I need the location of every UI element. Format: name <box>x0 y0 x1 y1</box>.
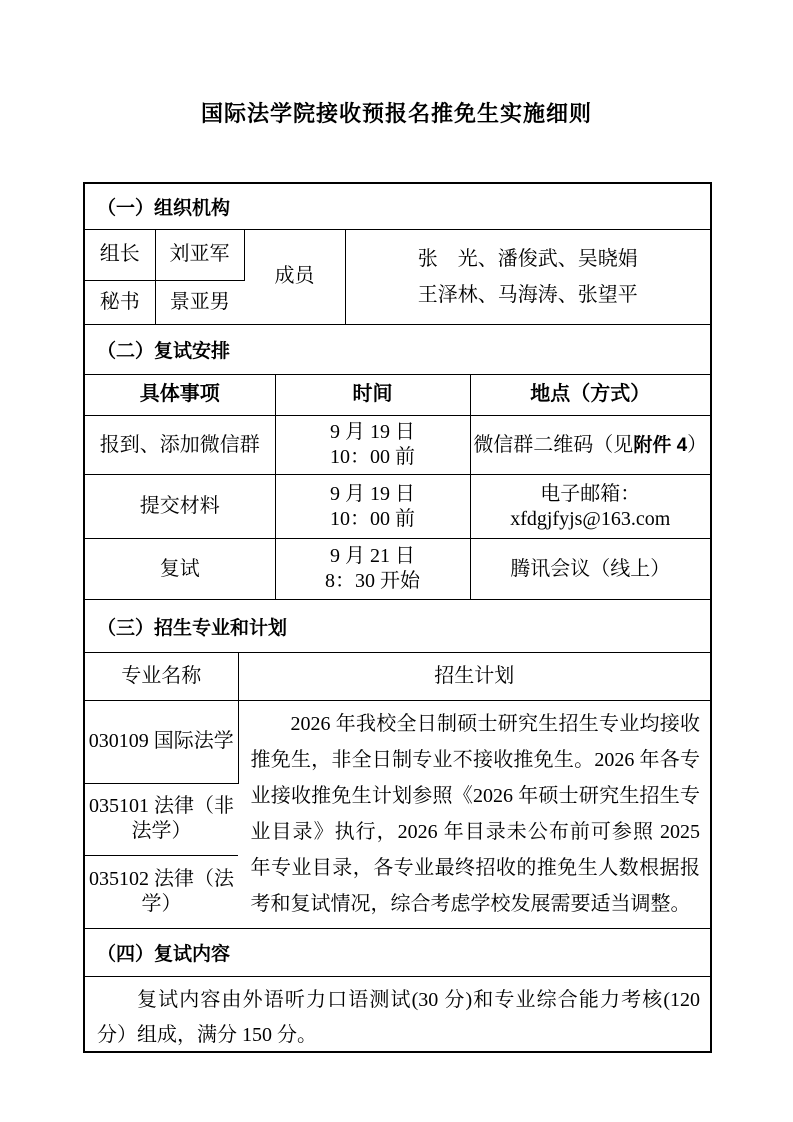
materials-time-line2: 10：00 前 <box>330 507 415 530</box>
checkin-time-cell <box>275 416 470 475</box>
checkin-item-cell: 报到、添加微信群 <box>85 416 275 475</box>
interview-place-cell: 腾讯会议（线上） <box>470 539 710 600</box>
col-header-major: 专业名称 <box>85 653 238 700</box>
plan-text-cell <box>238 700 710 928</box>
table-header-row <box>85 375 710 416</box>
section3-heading: （三）招生专业和计划 <box>85 600 710 653</box>
interview-time-line1: 9 月 21 日 <box>330 545 415 567</box>
section4-heading: （四）复试内容 <box>85 929 710 977</box>
interview-time-cell <box>275 539 470 600</box>
checkin-place-prefix: 微信群二维码（见 <box>473 433 634 456</box>
attachment-ref: 附件 4 <box>633 434 688 456</box>
table-row <box>85 230 710 280</box>
table-header-row <box>85 653 710 700</box>
interview-content-paragraph: 复试内容由外语听力口语测试(30 分)和专业综合能力考核(120 分）组成，满分 150 分。 <box>97 988 700 1046</box>
document-title: 国际法学院接收预报名推免生实施细则 <box>200 101 592 126</box>
major-cell-030109: 030109 国际法学 <box>85 700 238 783</box>
section1-heading: （一）组织机构 <box>85 184 710 230</box>
col-header-item: 具体事项 <box>85 375 275 416</box>
major-cell-035101: 035101 法律（非法学） <box>85 783 238 855</box>
materials-time-line1: 9 月 19 日 <box>330 482 415 505</box>
section3-table <box>85 653 710 929</box>
members-names-cell <box>345 230 710 324</box>
materials-item-cell: 提交材料 <box>85 475 275 539</box>
materials-place-cell <box>470 475 710 539</box>
leader-label-cell: 组长 <box>85 230 155 280</box>
plan-paragraph: 2026 年我校全日制硕士研究生招生专业均接收推免生，非全日制专业不接收推免生。2026 年各专业接收推免生计划参照《2026 年硕士研究生招生专业目录》执行，2026 年目录未公布前可参照 2025 年专业目录，各专业最终招收的推免生人数根据报考和复试情况，综合考虑学校发展需要适当调整。 <box>250 713 700 915</box>
col-header-place: 地点（方式） <box>470 375 710 416</box>
checkin-time-line2: 10：00 前 <box>330 446 415 468</box>
interview-time-line2: 8：30 开始 <box>325 570 420 592</box>
members-label-cell: 成员 <box>244 230 345 324</box>
email-address: xfdgjfyjs@163.com <box>510 507 671 530</box>
secretary-label-cell: 秘书 <box>85 280 155 324</box>
main-table <box>83 182 712 1053</box>
table-row <box>85 539 710 600</box>
section2-heading: （二）复试安排 <box>85 325 710 375</box>
checkin-place-cell <box>470 416 710 475</box>
materials-time-cell <box>275 475 470 539</box>
members-line2: 王泽林、马海涛、张望平 <box>417 283 638 306</box>
table-row <box>85 475 710 539</box>
section1-table <box>85 230 710 325</box>
table-row <box>85 700 710 783</box>
section4-paragraph-block <box>85 977 710 1056</box>
checkin-place-suffix: ） <box>687 433 708 456</box>
members-line1: 张 光、潘俊武、吴晓娟 <box>417 247 638 270</box>
leader-name-cell: 刘亚军 <box>155 230 244 280</box>
section2-table <box>85 375 710 601</box>
email-label: 电子邮箱： <box>540 482 641 505</box>
secretary-name-cell: 景亚男 <box>155 280 244 324</box>
major-cell-035102: 035102 法律（法学） <box>85 855 238 928</box>
interview-item-cell: 复试 <box>85 539 275 600</box>
checkin-time-line1: 9 月 19 日 <box>330 421 415 443</box>
col-header-plan: 招生计划 <box>238 653 710 700</box>
table-row <box>85 416 710 475</box>
col-header-time: 时间 <box>275 375 470 416</box>
